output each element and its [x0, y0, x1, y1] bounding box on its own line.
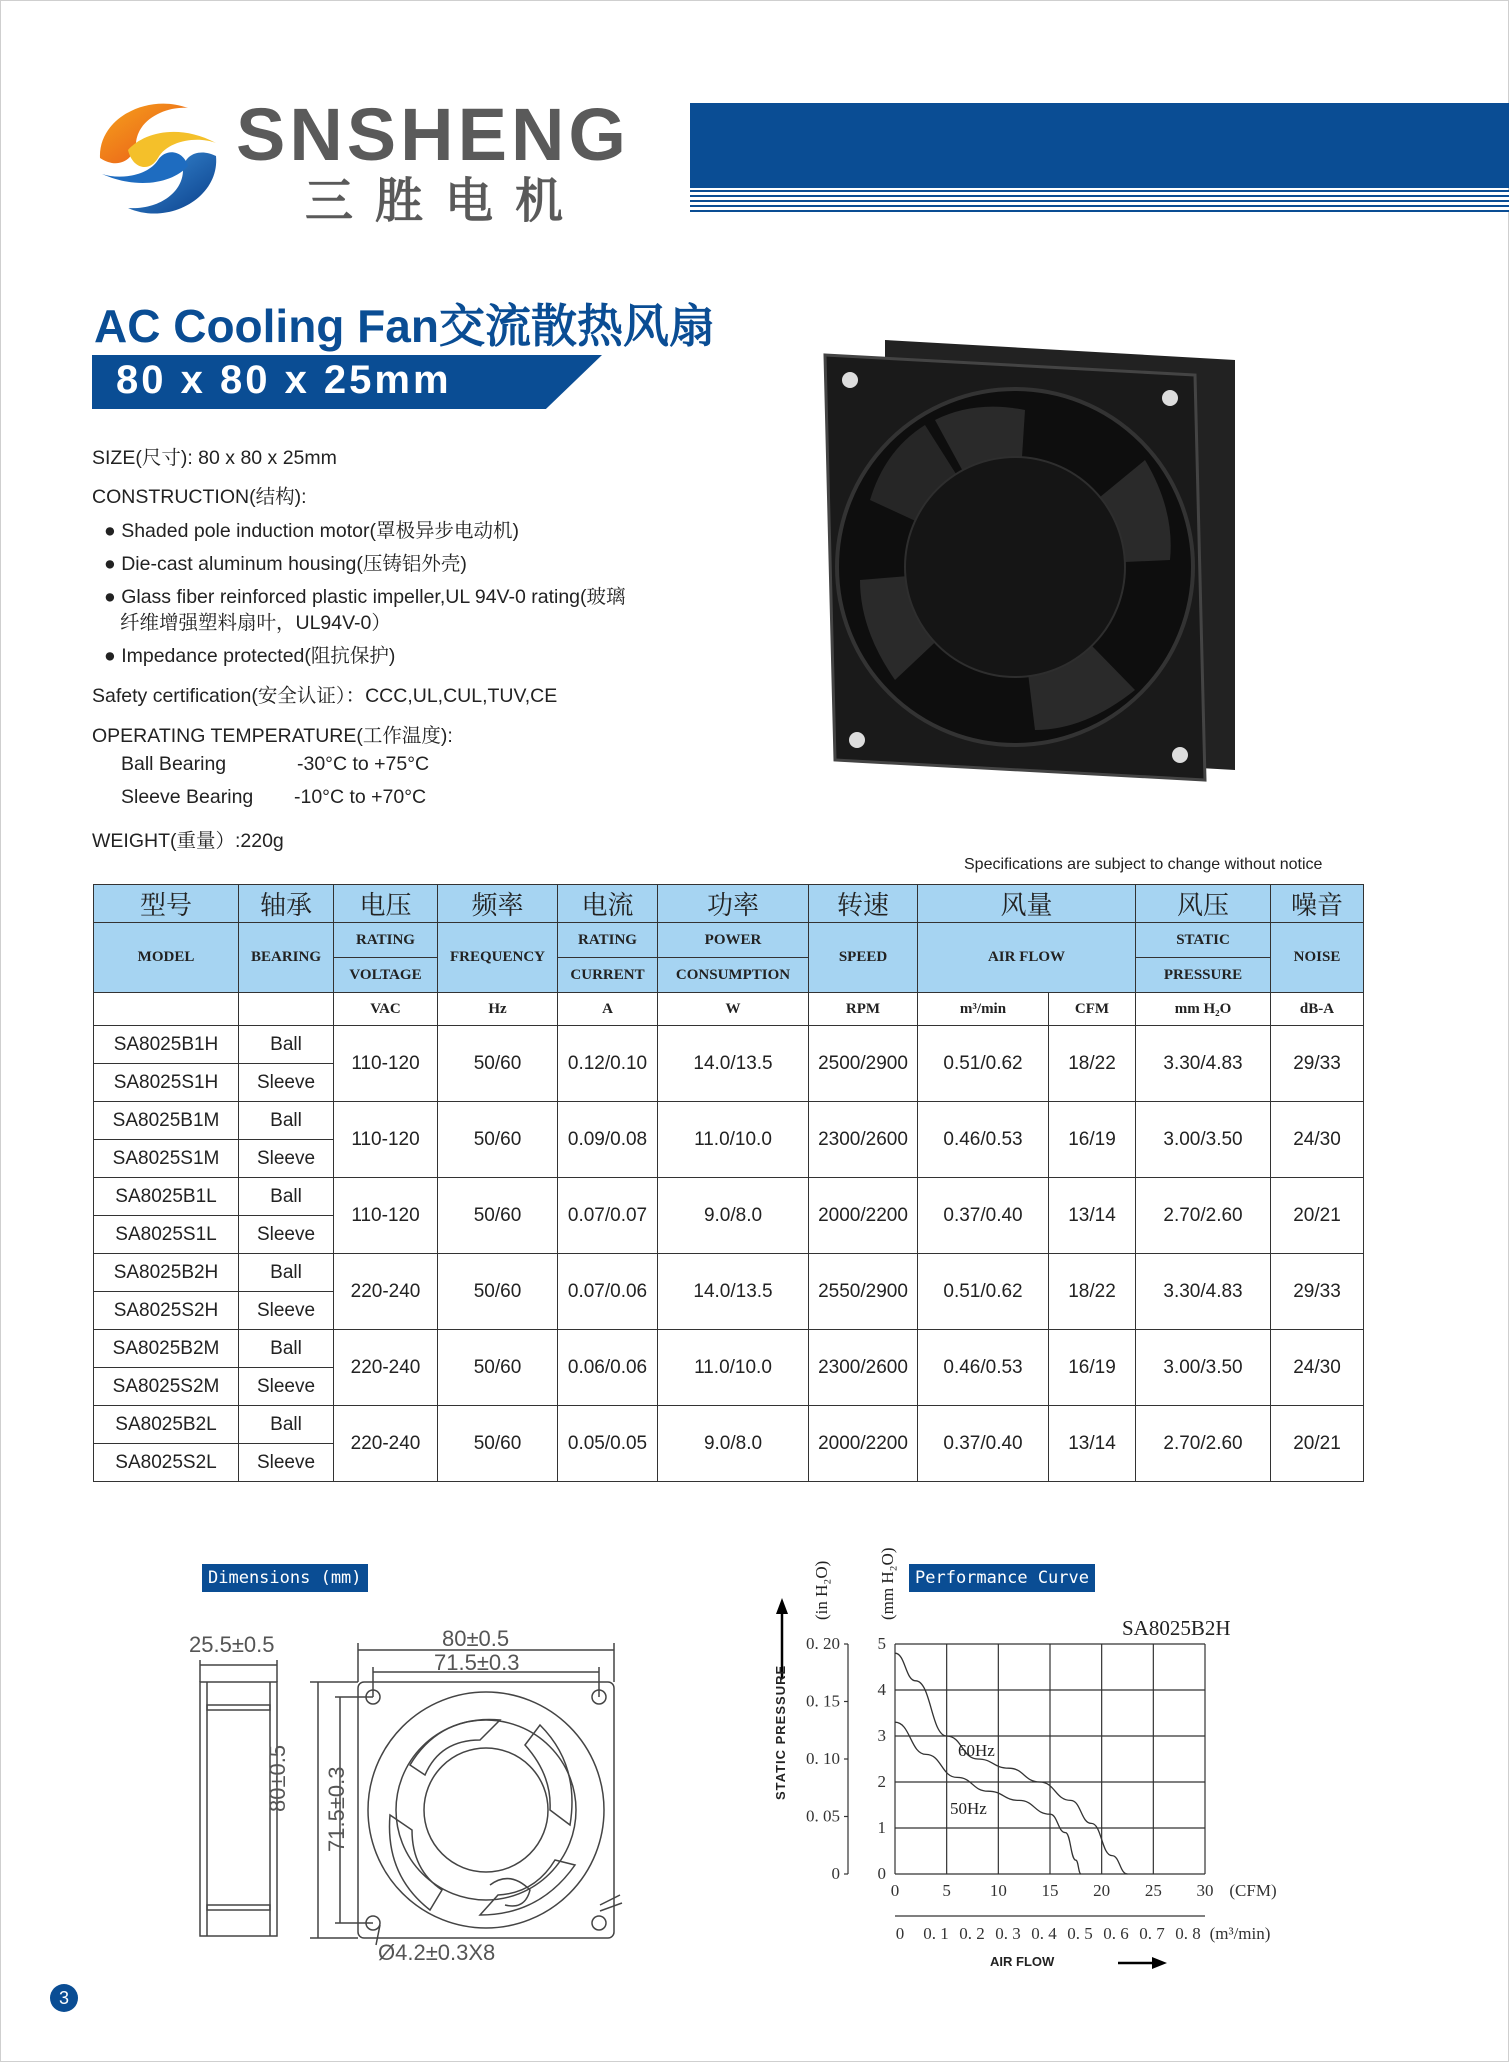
- bearing-cell: Sleeve: [239, 1368, 334, 1406]
- bearing-cell: Ball: [239, 1178, 334, 1216]
- y-tick-mm-h2o: 1: [877, 1818, 886, 1837]
- header-cn-power: 功率: [658, 885, 809, 923]
- header-consumption: CONSUMPTION: [658, 958, 809, 993]
- voltage-cell: 220-240: [334, 1330, 438, 1406]
- current-cell: 0.12/0.10: [558, 1026, 658, 1102]
- table-row: [94, 1330, 1364, 1368]
- x-tick-m3-min: 0. 4: [1031, 1924, 1057, 1943]
- header-cn-noise: 噪音: [1271, 885, 1364, 923]
- bearing-cell: Sleeve: [239, 1140, 334, 1178]
- x-unit-m3-min: (m³/min): [1209, 1924, 1271, 1943]
- header-bar: [690, 103, 1509, 188]
- unit-noise: dB-A: [1271, 993, 1364, 1026]
- y-tick-in-h2o: 0. 15: [806, 1691, 840, 1711]
- construction-label: CONSTRUCTION(结构):: [92, 486, 307, 508]
- curve-50hz-label: 50Hz: [950, 1799, 987, 1818]
- speed-cell: 2500/2900: [809, 1026, 918, 1102]
- x-tick-m3-min: 0. 5: [1067, 1924, 1093, 1943]
- header-voltage: VOLTAGE: [334, 958, 438, 993]
- voltage-cell: 110-120: [334, 1178, 438, 1254]
- header-cn-model: 型号: [94, 885, 239, 923]
- airflow-cfm-cell: 16/19: [1049, 1102, 1136, 1178]
- safety-line: Safety certification(安全认证）：CCC,UL,CUL,TUV,CE: [92, 685, 558, 707]
- x-tick-cfm: 0: [890, 1881, 900, 1900]
- airflow-cfm-cell: 16/19: [1049, 1330, 1136, 1406]
- header-frequency: FREQUENCY: [438, 923, 558, 993]
- model-cell: SA8025B2H: [94, 1254, 239, 1292]
- airflow-cfm-cell: 18/22: [1049, 1026, 1136, 1102]
- unit-current: A: [558, 993, 658, 1026]
- power-cell: 9.0/8.0: [658, 1406, 809, 1482]
- airflow-cfm-cell: 13/14: [1049, 1406, 1136, 1482]
- speed-cell: 2000/2200: [809, 1178, 918, 1254]
- current-cell: 0.05/0.05: [558, 1406, 658, 1482]
- curve-60hz: [895, 1653, 1128, 1874]
- x-tick-m3-min: 0. 1: [923, 1924, 949, 1943]
- header-noise: NOISE: [1271, 923, 1364, 993]
- construction-item: ● Shaded pole induction motor(罩极异步电动机): [104, 520, 519, 542]
- table-row: [94, 1178, 1364, 1216]
- header-rating-current-top: RATING: [558, 923, 658, 958]
- frequency-cell: 50/60: [438, 1406, 558, 1482]
- model-cell: SA8025B1H: [94, 1026, 239, 1064]
- current-cell: 0.09/0.08: [558, 1102, 658, 1178]
- y-tick-mm-h2o: 4: [877, 1680, 886, 1699]
- current-cell: 0.06/0.06: [558, 1330, 658, 1406]
- header-cn-speed: 转速: [809, 885, 918, 923]
- x-tick-m3-min: 0. 3: [995, 1924, 1021, 1943]
- model-cell: SA8025S1L: [94, 1216, 239, 1254]
- x-tick-cfm: 25: [1144, 1881, 1162, 1900]
- frequency-cell: 50/60: [438, 1026, 558, 1102]
- ball-bearing-label: Ball Bearing: [121, 753, 227, 775]
- construction-item: ● Impedance protected(阻抗保护): [104, 645, 396, 667]
- airflow-m3-cell: 0.37/0.40: [918, 1178, 1049, 1254]
- frequency-cell: 50/60: [438, 1178, 558, 1254]
- x-unit-cfm: (CFM): [1229, 1881, 1277, 1900]
- frequency-cell: 50/60: [438, 1330, 558, 1406]
- noise-cell: 24/30: [1271, 1330, 1364, 1406]
- x-tick-m3-min: 0. 8: [1175, 1924, 1201, 1943]
- airflow-cfm-cell: 18/22: [1049, 1254, 1136, 1330]
- noise-cell: 29/33: [1271, 1026, 1364, 1102]
- header-pressure: PRESSURE: [1136, 958, 1271, 993]
- outer-dim: 80±0.5: [442, 1626, 510, 1651]
- bearing-cell: Ball: [239, 1406, 334, 1444]
- pressure-cell: 2.70/2.60: [1136, 1178, 1271, 1254]
- model-cell: SA8025B1M: [94, 1102, 239, 1140]
- construction-item-continued: 纤维增强塑料扇叶，UL94V-0）: [120, 612, 391, 634]
- airflow-m3-cell: 0.51/0.62: [918, 1254, 1049, 1330]
- bearing-cell: Ball: [239, 1102, 334, 1140]
- speed-cell: 2000/2200: [809, 1406, 918, 1482]
- dimensions-label: Dimensions (mm): [202, 1564, 368, 1592]
- spec-notice: Specifications are subject to change without notice: [964, 856, 1323, 873]
- performance-chart: [760, 1548, 1320, 1978]
- airflow-m3-cell: 0.51/0.62: [918, 1026, 1049, 1102]
- header-stripes: [690, 190, 1509, 212]
- bearing-cell: Ball: [239, 1026, 334, 1064]
- x-tick-m3-min: 0. 6: [1103, 1924, 1129, 1943]
- x-tick-cfm: 20: [1093, 1881, 1111, 1900]
- header-cn-pressure: 风压: [1136, 885, 1271, 923]
- current-cell: 0.07/0.06: [558, 1254, 658, 1330]
- x-tick-m3-min: 0. 2: [959, 1924, 985, 1943]
- power-cell: 9.0/8.0: [658, 1178, 809, 1254]
- frequency-cell: 50/60: [438, 1254, 558, 1330]
- size-line: SIZE(尺寸): 80 x 80 x 25mm: [92, 447, 337, 469]
- power-cell: 11.0/10.0: [658, 1330, 809, 1406]
- bearing-cell: Sleeve: [239, 1292, 334, 1330]
- y-tick-in-h2o: 0. 20: [806, 1634, 840, 1653]
- bearing-cell: Sleeve: [239, 1216, 334, 1254]
- pressure-cell: 3.00/3.50: [1136, 1330, 1271, 1406]
- noise-cell: 20/21: [1271, 1178, 1364, 1254]
- header-bearing: BEARING: [239, 923, 334, 993]
- y-tick-mm-h2o: 5: [877, 1634, 886, 1653]
- airflow-m3-cell: 0.46/0.53: [918, 1102, 1049, 1178]
- header-speed: SPEED: [809, 923, 918, 993]
- brand-name-cn: 三胜电机: [305, 175, 586, 228]
- header-cn-airflow: 风量: [918, 885, 1136, 923]
- unit-cfm: CFM: [1049, 993, 1136, 1026]
- unit-voltage: VAC: [334, 993, 438, 1026]
- header-cn-voltage: 电压: [334, 885, 438, 923]
- product-title: AC Cooling Fan交流散热风扇: [94, 300, 715, 352]
- header-air-flow: AIR FLOW: [918, 923, 1136, 993]
- airflow-m3-cell: 0.46/0.53: [918, 1330, 1049, 1406]
- header-model: MODEL: [94, 923, 239, 993]
- header-power-top: POWER: [658, 923, 809, 958]
- operating-temp-label: OPERATING TEMPERATURE(工作温度):: [92, 725, 453, 747]
- header-current: CURRENT: [558, 958, 658, 993]
- x-tick-cfm: 10: [989, 1881, 1007, 1900]
- noise-cell: 29/33: [1271, 1254, 1364, 1330]
- sleeve-bearing-label: Sleeve Bearing: [121, 786, 254, 808]
- current-cell: 0.07/0.07: [558, 1178, 658, 1254]
- fan-product-photo: [815, 330, 1245, 790]
- y-tick-mm-h2o: 2: [877, 1772, 886, 1791]
- header-rating-voltage-top: RATING: [334, 923, 438, 958]
- curve-model: SA8025B2H: [1122, 1616, 1231, 1640]
- pressure-cell: 3.00/3.50: [1136, 1102, 1271, 1178]
- voltage-cell: 110-120: [334, 1026, 438, 1102]
- unit-blank: [239, 993, 334, 1026]
- hole-diameter-dim: Ø4.2±0.3X8: [378, 1940, 496, 1965]
- noise-cell: 20/21: [1271, 1406, 1364, 1482]
- airflow-cfm-cell: 13/14: [1049, 1178, 1136, 1254]
- voltage-cell: 110-120: [334, 1102, 438, 1178]
- y-tick-mm-h2o: 3: [877, 1726, 886, 1745]
- header-cn-bearing: 轴承: [239, 885, 334, 923]
- power-cell: 11.0/10.0: [658, 1102, 809, 1178]
- model-cell: SA8025S1H: [94, 1064, 239, 1102]
- speed-cell: 2300/2600: [809, 1102, 918, 1178]
- y-tick-in-h2o: 0. 10: [806, 1749, 840, 1768]
- speed-cell: 2550/2900: [809, 1254, 918, 1330]
- x-tick-m3-min: 0: [895, 1924, 905, 1943]
- speed-cell: 2300/2600: [809, 1330, 918, 1406]
- table-row: [94, 1406, 1364, 1444]
- noise-cell: 24/30: [1271, 1102, 1364, 1178]
- weight-line: WEIGHT(重量）:220g: [92, 830, 284, 852]
- mm-h2o-label: (mm H₂O): [878, 1547, 897, 1620]
- construction-item: ● Die-cast aluminum housing(压铸铝外壳): [104, 553, 467, 575]
- performance-label: Performance Curve: [909, 1564, 1095, 1592]
- y-tick-mm-h2o: 0: [877, 1864, 886, 1883]
- airflow-m3-cell: 0.37/0.40: [918, 1406, 1049, 1482]
- sleeve-bearing-range: -10°C to +70°C: [294, 786, 427, 808]
- bearing-cell: Sleeve: [239, 1444, 334, 1482]
- hole-pitch-dim-vertical: 71.5±0.3: [324, 1766, 349, 1852]
- table-row: [94, 1026, 1364, 1064]
- power-cell: 14.0/13.5: [658, 1254, 809, 1330]
- pressure-cell: 2.70/2.60: [1136, 1406, 1271, 1482]
- air-flow-label: AIR FLOW: [990, 1954, 1055, 1969]
- pressure-cell: 3.30/4.83: [1136, 1026, 1271, 1102]
- page-number: 3: [50, 1984, 78, 2012]
- voltage-cell: 220-240: [334, 1406, 438, 1482]
- model-cell: SA8025S1M: [94, 1140, 239, 1178]
- bearing-cell: Sleeve: [239, 1064, 334, 1102]
- in-h2o-label: (in H₂O): [812, 1560, 831, 1620]
- construction-item: ● Glass fiber reinforced plastic impeller,UL 94V-0 rating(玻璃: [104, 586, 626, 608]
- hole-pitch-dim: 71.5±0.3: [434, 1650, 520, 1675]
- header-cn-current: 电流: [558, 885, 658, 923]
- table-row: [94, 1254, 1364, 1292]
- header-cn-frequency: 频率: [438, 885, 558, 923]
- model-cell: SA8025S2L: [94, 1444, 239, 1482]
- brand-name-en: SNSHENG: [236, 93, 630, 176]
- x-tick-m3-min: 0. 7: [1139, 1924, 1165, 1943]
- x-tick-cfm: 15: [1041, 1881, 1059, 1900]
- outer-dim-vertical: 80±0.5: [265, 1744, 290, 1812]
- depth-dim: 25.5±0.5: [189, 1632, 275, 1657]
- voltage-cell: 220-240: [334, 1254, 438, 1330]
- y-tick-in-h2o: 0. 05: [806, 1806, 840, 1826]
- spec-table: [93, 884, 1364, 1482]
- x-tick-cfm: 5: [942, 1881, 951, 1900]
- unit-frequency: Hz: [438, 993, 558, 1026]
- model-cell: SA8025B2L: [94, 1406, 239, 1444]
- ball-bearing-range: -30°C to +75°C: [297, 753, 430, 775]
- y-tick-in-h2o: 0: [831, 1864, 840, 1883]
- model-cell: SA8025S2H: [94, 1292, 239, 1330]
- bearing-cell: Ball: [239, 1254, 334, 1292]
- dimension-drawing: [180, 1615, 640, 1965]
- static-pressure-label: STATIC PRESSURE: [773, 1664, 788, 1800]
- pressure-cell: 3.30/4.83: [1136, 1254, 1271, 1330]
- model-cell: SA8025B1L: [94, 1178, 239, 1216]
- x-tick-cfm: 30: [1196, 1881, 1214, 1900]
- power-cell: 14.0/13.5: [658, 1026, 809, 1102]
- unit-m3-min: m³/min: [918, 993, 1049, 1026]
- unit-pressure: mm H₂O: [1136, 993, 1271, 1026]
- table-row: [94, 1102, 1364, 1140]
- brand-logo: [88, 88, 228, 226]
- header-static-top: STATIC: [1136, 923, 1271, 958]
- unit-power: W: [658, 993, 809, 1026]
- unit-speed: RPM: [809, 993, 918, 1026]
- model-cell: SA8025B2M: [94, 1330, 239, 1368]
- bearing-cell: Ball: [239, 1330, 334, 1368]
- size-heading: 80 x 80 x 25mm: [116, 358, 452, 402]
- frequency-cell: 50/60: [438, 1102, 558, 1178]
- model-cell: SA8025S2M: [94, 1368, 239, 1406]
- unit-blank: [94, 993, 239, 1026]
- curve-60hz-label: 60Hz: [958, 1741, 995, 1760]
